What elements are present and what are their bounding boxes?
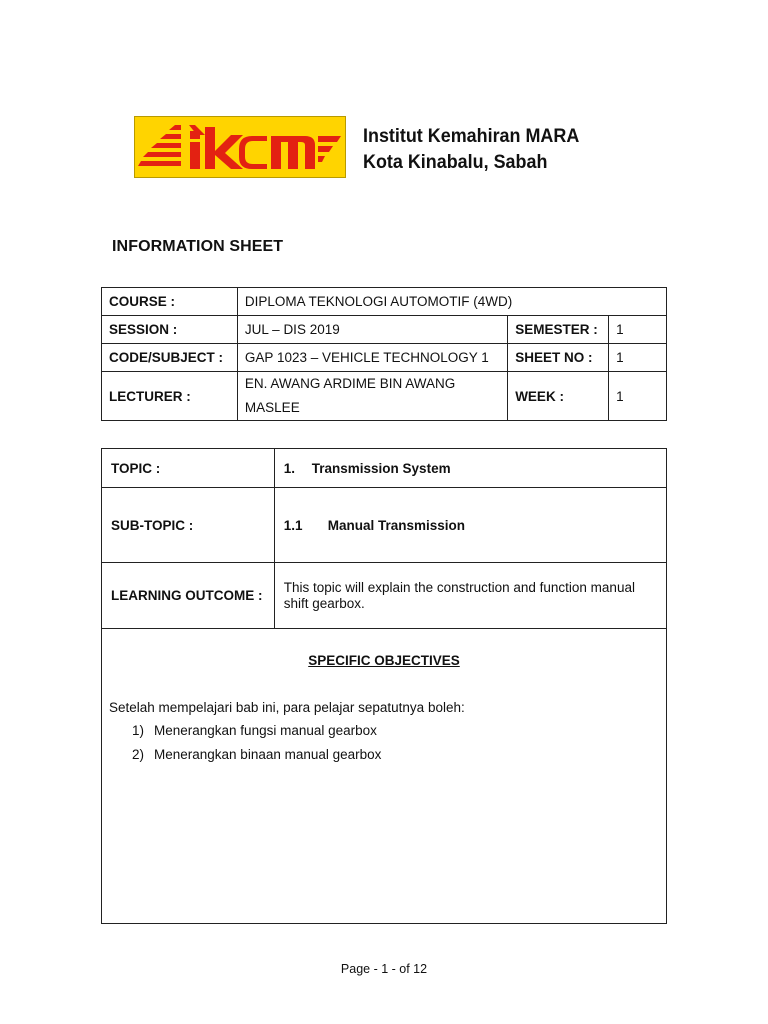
list-item (132, 747, 666, 762)
outcome-label: LEARNING OUTCOME : (102, 563, 275, 629)
objectives-intro: Setelah mempelajari bab ini, para pelajar sepatutnya boleh: (109, 700, 465, 715)
objective-number: 2) (132, 747, 145, 762)
outcome-value: This topic will explain the construction and function manual shift gearbox. (274, 563, 666, 629)
week-label: WEEK : (508, 372, 609, 421)
topic-value: Transmission System (311, 460, 451, 476)
lecturer-label: LECTURER : (102, 372, 238, 421)
lecturer-row (102, 372, 667, 421)
objective-text: Menerangkan fungsi manual gearbox (154, 723, 377, 738)
topic-value-cell (274, 449, 666, 488)
objective-text: Menerangkan binaan manual gearbox (154, 747, 382, 762)
sheet-title: INFORMATION SHEET (112, 238, 284, 255)
code-value: GAP 1023 – VEHICLE TECHNOLOGY 1 (237, 344, 507, 372)
logo-arrow (318, 136, 341, 162)
topic-table (101, 448, 667, 924)
logo-i-stem (190, 142, 200, 169)
subtopic-row (102, 488, 667, 563)
objectives-row (102, 629, 667, 924)
logo-i-dot (190, 131, 200, 139)
lecturer-line2: MASLEE (244, 400, 300, 415)
code-label: CODE/SUBJECT : (102, 344, 238, 372)
list-item (132, 723, 666, 738)
semester-value: 1 (609, 316, 667, 344)
ikm-logo (134, 116, 346, 178)
objective-number: 1) (132, 723, 145, 738)
institute-line2: Kota Kinabalu, Sabah (363, 151, 548, 173)
info-table (101, 287, 667, 421)
lecturer-value (237, 372, 507, 421)
logo-k (205, 127, 243, 169)
logo-c (239, 136, 267, 169)
sheet-no-value: 1 (609, 344, 667, 372)
institute-line1: Institut Kemahiran MARA (363, 125, 580, 147)
subtopic-label: SUB-TOPIC : (102, 488, 275, 563)
session-value: JUL – DIS 2019 (237, 316, 507, 344)
ikm-logo-graphic (135, 117, 345, 177)
subtopic-value-cell (274, 488, 666, 563)
code-row (102, 344, 667, 372)
logo-m (271, 136, 315, 169)
semester-label: SEMESTER : (508, 316, 609, 344)
subtopic-number: 1.1 (283, 517, 303, 533)
course-label: COURSE : (102, 288, 238, 316)
course-row (102, 288, 667, 316)
course-value: DIPLOMA TEKNOLOGI AUTOMOTIF (4WD) (237, 288, 666, 316)
objectives-cell (102, 629, 667, 924)
topic-row (102, 449, 667, 488)
topic-number: 1. (283, 460, 296, 476)
sheet-no-label: SHEET NO : (508, 344, 609, 372)
lecturer-line1: EN. AWANG ARDIME BIN AWANG (244, 376, 456, 391)
week-value: 1 (609, 372, 667, 421)
page-footer: Page - 1 - of 12 (340, 962, 428, 976)
outcome-row (102, 563, 667, 629)
institute-name (363, 123, 579, 175)
topic-label: TOPIC : (102, 449, 275, 488)
session-label: SESSION : (102, 316, 238, 344)
objectives-title: SPECIFIC OBJECTIVES (308, 653, 460, 668)
objectives-list (102, 723, 666, 762)
subtopic-value: Manual Transmission (327, 517, 466, 533)
session-row (102, 316, 667, 344)
